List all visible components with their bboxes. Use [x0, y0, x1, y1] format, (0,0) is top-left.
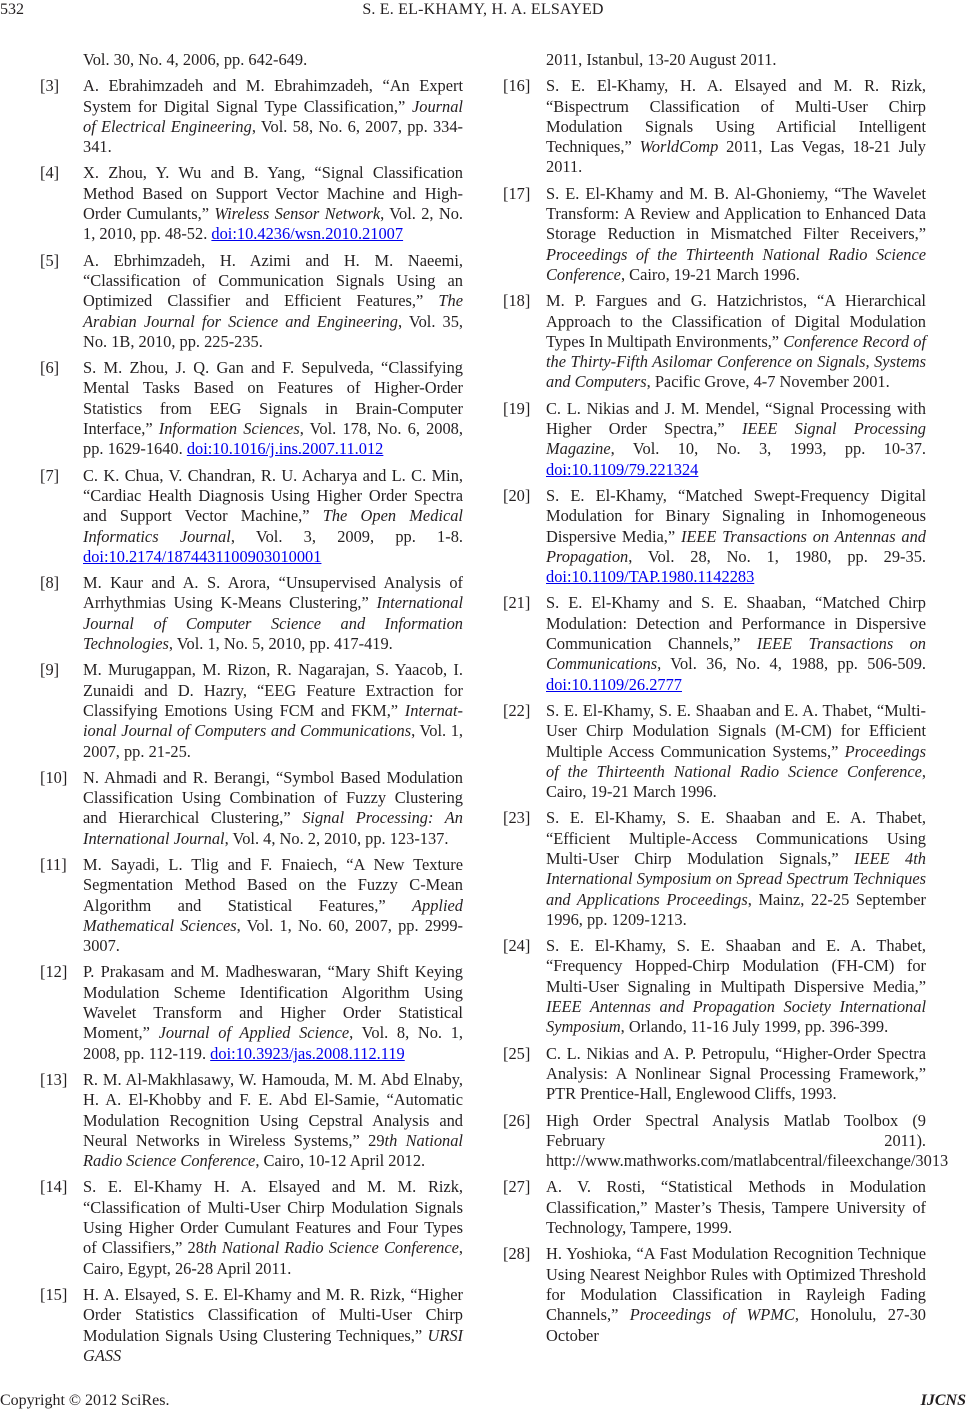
reference-details: , Vol. 1, No. 60, 2007, pp. 2999-3007. [83, 915, 463, 956]
reference-text [83, 76, 463, 157]
reference-details: 2011, Las Vegas, 18-21 July 2011. [546, 137, 926, 177]
reference-number: [12] [40, 962, 68, 982]
reference-item [503, 76, 926, 177]
copyright-notice: Copyright © 2012 SciRes. [0, 1392, 170, 1409]
reference-details: , Cairo, 10-12 April 2012. [255, 1151, 426, 1171]
reference-authors-title: A. Ebrahimzadeh and M. Ebrahimzadeh, “An Expert System for Digital Signal Type Classification,” [83, 76, 463, 116]
reference-item [503, 593, 926, 694]
reference-authors-title: H. Yoshioka, “A Fast Modulation Recognition Technique Using Nearest Neighbor Rules with Optimized Threshold for Modulation Classification in Rayleigh Fading Channels,” [546, 1244, 926, 1325]
reference-text [546, 701, 926, 802]
reference-venue: Proceedings of WPMC [629, 1305, 795, 1325]
reference-text [546, 1044, 926, 1105]
doi-link[interactable]: doi:10.1109/TAP.1980.1142283 [546, 567, 755, 587]
reference-item [40, 1177, 463, 1278]
reference-text [546, 808, 926, 930]
reference-authors-title: S. E. El-Khamy and S. E. Shaaban, “Matched Chirp Modulation: Detection and Performance in Dispersive Communication Channels,” [546, 593, 926, 654]
reference-authors-title: M. Murugappan, M. Rizon, R. Nagarajan, S. Yaacob, I. Zunaidi and D. Hazry, “EEG Feature Extraction for Classifying Emotions Using FCM and FKM,” [83, 660, 463, 720]
reference-item [503, 808, 926, 930]
reference-details: , Cairo, 19-21 March 1996. [546, 761, 926, 802]
reference-details: , Vol. 1, 2007, pp. 21-25. [83, 721, 463, 761]
reference-number: [23] [503, 808, 531, 828]
reference-authors-title: S. M. Zhou, J. Q. Gan and F. Sepulveda, “Classifying Mental Tasks Based on Features of Higher-Order Statistics from EEG Signals in Brain-Computer Interface,” [83, 358, 463, 439]
reference-number: [10] [40, 767, 68, 787]
reference-item [503, 291, 926, 392]
reference-authors-title: S. E. El-Khamy and M. B. Al-Ghoniemy, “The Wavelet Transform: A Review and Application to Enhanced Data Storage Reduction in Mismatched Filter Receivers,” [546, 183, 926, 244]
reference-continuation: 2011, Istanbul, 13-20 August 2011. [546, 50, 777, 69]
reference-text [546, 593, 926, 694]
reference-number: [22] [503, 700, 531, 720]
reference-venue: The Arabian Journal for Science and Engineering [83, 291, 463, 331]
reference-item [40, 962, 463, 1063]
reference-authors-title: High Order Spectral Analysis Matlab Toolbox (9 February 2011). http://www.mathworks.com/matlabcentral/fileexchange/3013 [546, 1110, 949, 1171]
reference-venue: WorldComp [639, 137, 719, 157]
reference-venue: Proceedings of the Thirteenth National Radio Science Conference [546, 244, 926, 284]
reference-venue: th National Radio Science Conference [83, 1130, 463, 1171]
left-column [40, 50, 463, 1372]
reference-venue: Proceedings of the Thirteenth National Radio Science Conference [546, 741, 926, 781]
reference-details: , Cairo, Egypt, 26-28 April 2011. [83, 1238, 463, 1278]
reference-venue: IEEE Signal Processing Magazine [546, 419, 926, 459]
reference-list-left [40, 76, 463, 1366]
doi-link[interactable]: doi:10.1109/26.2777 [546, 674, 682, 694]
reference-text [83, 466, 463, 567]
reference-number: [14] [40, 1177, 68, 1197]
reference-details: , Orlando, 11-16 July 1999, pp. 396-399. [620, 1017, 889, 1037]
reference-text [546, 291, 926, 392]
doi-link[interactable]: doi:10.1109/79.221324 [546, 459, 699, 479]
reference-item [503, 701, 926, 802]
reference-details: , Vol. 4, No. 2, 2010, pp. 123-137. [224, 828, 449, 848]
reference-list-right [503, 76, 949, 1346]
reference-text [83, 660, 463, 761]
reference-authors-title: M. Kaur and A. S. Arora, “Unsupervised Analysis of Arrhythmias Using K-Means Clustering,” [83, 573, 463, 613]
reference-venue: Internat- ional Journal of Computers and Communications [83, 700, 463, 741]
reference-venue: URSI GASS [83, 1325, 463, 1365]
reference-venue: Conference Record of the Thirty-Fifth Asilomar Conference on Signals, Systems and Computers [546, 331, 927, 392]
reference-venue: International Journal of Computer Science and Information Technologies [83, 593, 463, 654]
reference-number: [27] [503, 1177, 531, 1197]
reference-text [83, 1070, 463, 1171]
reference-item [503, 1044, 926, 1105]
reference-details: , Cairo, 19-21 March 1996. [620, 264, 800, 284]
reference-number: [3] [40, 76, 60, 96]
reference-number: [5] [40, 250, 60, 270]
reference-details: , Vol. 28, No. 1, 1980, pp. 29-35. [628, 546, 926, 566]
reference-number: [28] [503, 1244, 531, 1264]
reference-venue: IEEE 4th International Symposium on Spread Spectrum Techniques and Applications Proceedings [546, 848, 926, 909]
reference-text [83, 962, 463, 1063]
reference-details: , Vol. 35, No. 1B, 2010, pp. 225-235. [83, 311, 463, 351]
reference-text [546, 184, 926, 285]
reference-text [546, 936, 926, 1037]
doi-link[interactable]: doi:10.1016/j.ins.2007.11.012 [186, 439, 384, 459]
reference-text [546, 486, 926, 587]
reference-item [40, 855, 463, 956]
reference-venue: Signal Processing: An International Journal [83, 808, 463, 848]
doi-link[interactable]: doi:10.3923/jas.2008.112.119 [210, 1043, 405, 1063]
reference-text [546, 1244, 926, 1345]
reference-number: [26] [503, 1110, 531, 1130]
reference-text [83, 573, 463, 654]
reference-text [83, 251, 463, 352]
reference-item [503, 1177, 926, 1238]
reference-venue: IEEE Antennas and Propagation Society International Symposium [546, 997, 926, 1037]
reference-authors-title: C. L. Nikias and J. M. Mendel, “Signal Processing with Higher Order Spectra,” [546, 398, 926, 439]
reference-authors-title: S. E. El-Khamy, “Matched Swept-Frequency Digital Modulation for Binary Signaling in Inhomogeneous Dispersive Media,” [546, 485, 926, 546]
reference-details: , Mainz, 22-25 September 1996, pp. 1209-1213. [546, 889, 926, 929]
reference-authors-title: S. E. El-Khamy H. A. Elsayed and M. M. Rizk, “Classification of Multi-User Chirp Modulation Signals Using Higher Order Cumulant Features and Four Types of Classifiers,” 28 [83, 1177, 463, 1258]
reference-number: [25] [503, 1043, 531, 1063]
running-head [0, 0, 966, 22]
reference-item [503, 399, 926, 480]
running-title: S. E. EL-KHAMY, H. A. ELSAYED [362, 1, 604, 18]
reference-number: [4] [40, 163, 60, 183]
reference-authors-title: S. E. El-Khamy, S. E. Shaaban and E. A. Thabet, “Efficient Multiple-Access Communications Using Multi-User Chirp Modulation Signals,” [546, 808, 926, 868]
reference-number: [17] [503, 183, 531, 203]
reference-details: , Vol. 58, No. 6, 2007, pp. 334-341. [83, 116, 463, 157]
reference-text [83, 358, 463, 459]
reference-authors-title: P. Prakasam and M. Madheswaran, “Mary Shift Keying Modulation Scheme Identification Algorithm Using Wavelet Transform and Higher Order Statistical Moment,” [83, 962, 463, 1043]
reference-details: , Pacific Grove, 4-7 November 2001. [646, 372, 890, 392]
reference-number: [13] [40, 1069, 68, 1089]
reference-venue: The Open Medical Informatics Journal [83, 506, 463, 546]
reference-text [546, 1110, 949, 1172]
reference-text [83, 768, 463, 849]
reference-item [503, 184, 926, 285]
reference-authors-title: R. M. Al-Makhlasawy, W. Hamouda, M. M. Abd Elnaby, H. A. El-Khobby and F. E. Abd El-Samie, “Automatic Modulation Recognition Using Cepstral Analysis and Neural Networks in Wireless Systems,” 29 [83, 1069, 463, 1150]
reference-authors-title: S. E. El-Khamy, S. E. Shaaban and E. A. Thabet, “Multi-User Chirp Modulation Signals (M-CM) for Efficient Multiple Access Communication Systems,” [546, 700, 926, 761]
reference-item [40, 1285, 463, 1366]
reference-details: , Vol. 1, No. 5, 2010, pp. 417-419. [168, 634, 393, 654]
reference-authors-title: M. P. Fargues and G. Hatzichristos, “A Hierarchical Approach to the Classification of Digital Modulation Types In Multipath Environments,” [546, 291, 926, 351]
reference-authors-title: C. L. Nikias and A. P. Petropulu, “Higher-Order Spectra Analysis: A Nonlinear Signal Processing Framework,” PTR Prentice-Hall, Englewood Cliffs, 1993. [546, 1043, 926, 1104]
reference-details: , Vol. 3, 2009, pp. 1-8. [230, 526, 463, 546]
doi-link[interactable]: doi:10.2174/1874431100903010001 [83, 546, 322, 566]
reference-number: [20] [503, 485, 531, 505]
reference-details: , Vol. 10, No. 3, 1993, pp. 10-37. [610, 439, 926, 459]
reference-authors-title: M. Sayadi, L. Tlig and F. Fnaiech, “A New Texture Segmentation Method Based on the Fuzzy C-Mean Algorithm and Statistical Features,” [83, 854, 463, 915]
journal-name: IJCNS [920, 1392, 966, 1409]
reference-authors-title: S. E. El-Khamy, S. E. Shaaban and E. A. Thabet, “Frequency Hopped-Chirp Modulation (FH-CM) for Multi-User Signaling in Multipath Dispersive Media,” [546, 936, 926, 996]
reference-text [83, 1285, 463, 1366]
reference-details: , Vol. 36, No. 4, 1988, pp. 506-509. [657, 654, 926, 674]
reference-number: [9] [40, 660, 60, 680]
reference-text [83, 1177, 463, 1278]
reference-authors-title: C. K. Chua, V. Chandran, R. U. Acharya and L. C. Min, “Cardiac Health Diagnosis Using Higher Order Spectra and Support Vector Machine,” [83, 465, 463, 526]
doi-link[interactable]: doi:10.4236/wsn.2010.21007 [211, 224, 404, 244]
right-column [503, 50, 949, 1352]
reference-authors-title: A. V. Rosti, “Statistical Methods in Modulation Classification,” Master’s Thesis, Tampere University of Technology, Tampere, 1999. [546, 1177, 926, 1238]
reference-authors-title: A. Ebrhimzadeh, H. Azimi and H. M. Naeemi, “Classification of Communication Signals Using an Optimized Classifier and Efficient Features,” [83, 250, 463, 311]
reference-item [503, 1244, 926, 1345]
reference-details: , Honolulu, 27-30 October [546, 1305, 926, 1345]
reference-number: [19] [503, 398, 531, 418]
reference-item [40, 163, 463, 244]
reference-item [503, 936, 926, 1037]
reference-number: [18] [503, 291, 531, 311]
reference-details: , Vol. 8, No. 1, 2008, pp. 112-119. [83, 1023, 464, 1063]
reference-item [40, 251, 463, 352]
reference-item [40, 358, 463, 459]
reference-venue: IEEE Transactions on Antennas and Propagation [546, 526, 926, 566]
reference-text [83, 855, 463, 956]
reference-text [546, 399, 926, 480]
reference-number: [6] [40, 358, 60, 378]
reference-venue: Wireless Sensor Network [214, 204, 381, 224]
reference-venue: Information Sciences [158, 419, 300, 439]
reference-item [40, 768, 463, 849]
reference-venue: th National Radio Science Conference [203, 1238, 459, 1258]
reference-details: , Vol. 2, No. 1, 2010, pp. 48-52. [83, 204, 464, 244]
reference-item [40, 660, 463, 761]
reference-item [40, 573, 463, 654]
reference-number: [15] [40, 1284, 68, 1304]
reference-authors-title: S. E. El-Khamy, H. A. Elsayed and M. R. Rizk, “Bispectrum Classification of Multi-User Chirp Modulation Signals Using Artificial Intelligent Techniques,” [546, 76, 926, 157]
reference-venue: Journal of Electrical Engineering [83, 96, 463, 136]
reference-venue: Journal of Applied Science [158, 1023, 350, 1043]
reference-number: [24] [503, 936, 531, 956]
reference-details: , Vol. 178, No. 6, 2008, pp. 1629-1640. [83, 419, 463, 459]
reference-item [40, 76, 463, 157]
reference-venue: Applied Mathematical Sciences [83, 895, 463, 935]
reference-text [83, 163, 463, 244]
reference-item [503, 486, 926, 587]
page-number: 532 [0, 1, 24, 18]
reference-item [40, 466, 463, 567]
reference-text [546, 1177, 926, 1238]
reference-authors-title: H. A. Elsayed, S. E. El-Khamy and M. R. Rizk, “Higher Order Statistics Classification of Multi-User Chirp Modulation Signals Using Clustering Techniques,” [83, 1284, 463, 1345]
reference-number: [8] [40, 573, 60, 593]
reference-number: [7] [40, 465, 60, 485]
reference-text [546, 76, 926, 177]
reference-item [40, 1070, 463, 1171]
reference-number: [21] [503, 593, 531, 613]
reference-item [503, 1110, 949, 1172]
reference-authors-title: X. Zhou, Y. Wu and B. Yang, “Signal Classification Method Based on Support Vector Machine and High-Order Cumulants,” [83, 163, 463, 224]
reference-venue: IEEE Transactions on Communications [546, 634, 926, 674]
reference-number: [11] [40, 854, 67, 874]
reference-continuation: Vol. 30, No. 4, 2006, pp. 642-649. [83, 50, 308, 69]
reference-authors-title: N. Ahmadi and R. Berangi, “Symbol Based Modulation Classification Using Combination of Fuzzy Clustering and Hierarchical Clustering,” [83, 767, 463, 828]
reference-number: [16] [503, 76, 531, 96]
